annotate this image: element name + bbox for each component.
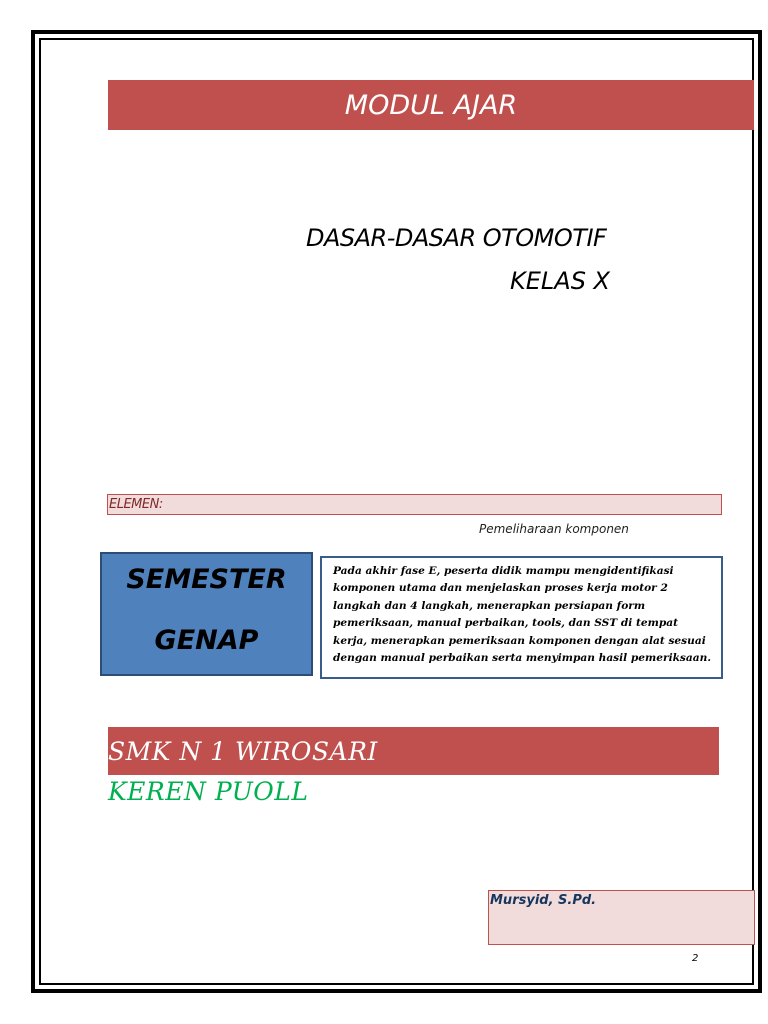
class-label: KELAS X	[510, 267, 610, 295]
elemen-value: Pemeliharaan komponen	[479, 522, 629, 536]
learning-outcome-box	[320, 556, 723, 679]
author-name: Mursyid, S.Pd.	[490, 893, 597, 908]
title-banner	[108, 80, 754, 130]
elemen-label-box	[107, 494, 722, 515]
document-title: MODUL AJAR	[344, 89, 518, 121]
elemen-label: ELEMEN:	[109, 497, 163, 512]
semester-box	[100, 552, 313, 676]
semester-line-2: GENAP	[154, 625, 259, 656]
learning-outcome-text: Pada akhir fase E, peserta didik mampu mengidentifikasi komponen utama dan menjelaskan proses kerja motor 2 langkah dan 4 langkah, menerapkan persiapan form pemeriksaan, manual perbaikan, tools, dan SST di tempat kerja, menerapkan pemeriksaan komponen dengan alat sesuai dengan manual perbaikan serta menyimpan hasil pemeriksaan.	[333, 565, 712, 665]
page-number: 2	[692, 953, 699, 964]
semester-line-1: SEMESTER	[126, 564, 287, 595]
author-box	[488, 890, 755, 945]
school-name: SMK N 1 WIROSARI	[108, 737, 378, 766]
subject-title: DASAR-DASAR OTOMOTIF	[306, 224, 607, 252]
school-tagline: KEREN PUOLL	[108, 777, 309, 806]
school-banner	[108, 727, 719, 775]
